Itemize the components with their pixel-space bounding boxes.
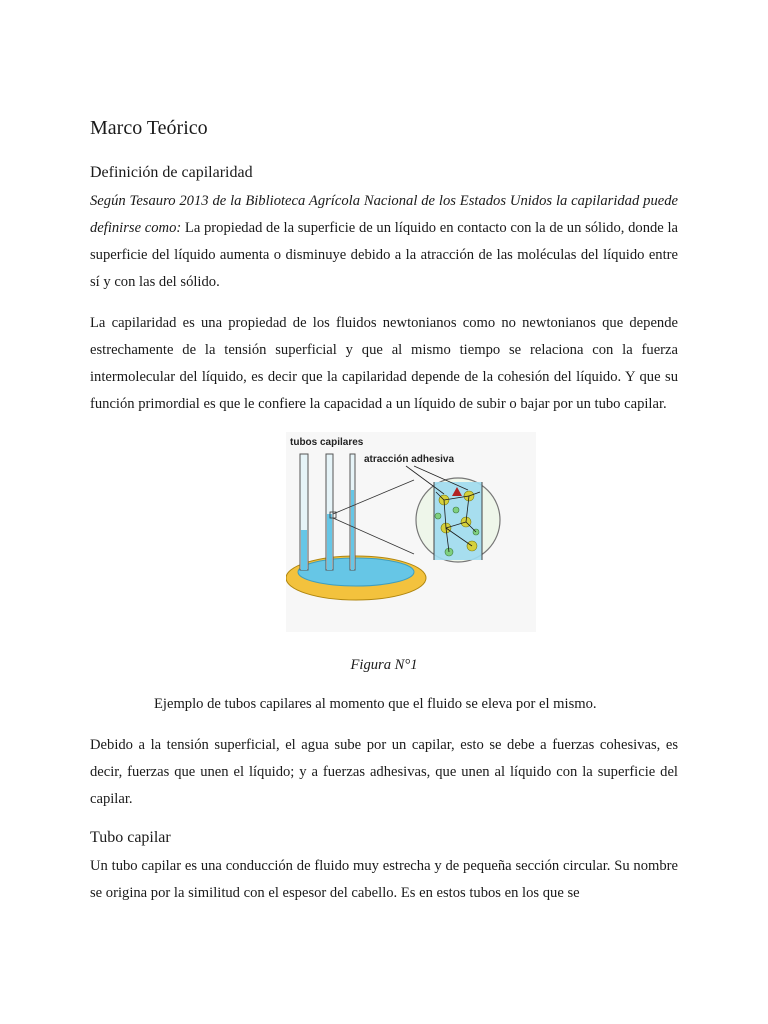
- capillary-illustration: [286, 432, 536, 632]
- document-content: [90, 114, 678, 907]
- dish-water: [298, 558, 414, 586]
- definition-text: La propiedad de la superficie de un líquido en contacto con la de un sólido, donde la superficie del líquido aumenta o disminuye debido a la atracción de las moléculas del líquido entre sí y con las del sólido.: [90, 220, 678, 290]
- figure-description: Ejemplo de tubos capilares al momento que el fluido se eleva por el mismo.: [154, 696, 597, 712]
- figure-capillary-tubes: [90, 432, 678, 632]
- section-title-tubo: Tubo capilar: [90, 829, 171, 846]
- paragraph-tubo: Un tubo capilar es una conducción de fluido muy estrecha y de pequeña sección circular. Su nombre se origina por la similitud con el espesor del cabello. Es en estos tubos en los que se: [90, 858, 678, 901]
- section-title-capilaridad: Definición de capilaridad: [90, 164, 253, 181]
- paragraph-capilaridad: La capilaridad es una propiedad de los fluidos newtonianos como no newtonianos que depende estrechamente de la tensión superficial y que al mismo tiempo se relaciona con la fuerza intermolecular del líquido, es decir que la capilaridad depende de la cohesión del líquido. Y que su función primordial es que le confiere la capacidad a un líquido de subir o bajar por un tubo capilar.: [90, 315, 678, 412]
- page-title: Marco Teórico: [90, 117, 208, 139]
- magnified-view: [416, 478, 500, 562]
- label-adhesive: atracción adhesiva: [364, 454, 455, 465]
- paragraph-forces: Debido a la tensión superficial, el agua sube por un capilar, esto se debe a fuerzas cohesivas, es decir, fuerzas que unen el líquido; y a fuerzas adhesivas, que unen al líquido con la superficie del capilar.: [90, 737, 678, 807]
- tube-right: [350, 454, 355, 570]
- figure-caption: Figura N°1: [350, 657, 418, 673]
- paragraph-definition: [90, 188, 678, 296]
- label-tubes: tubos capilares: [290, 437, 364, 448]
- tube-left: [300, 454, 308, 570]
- definition-source: Según Tesauro 2013 de la Biblioteca Agrícola Nacional de los Estados Unidos la capilaridad puede definirse como:: [90, 193, 678, 236]
